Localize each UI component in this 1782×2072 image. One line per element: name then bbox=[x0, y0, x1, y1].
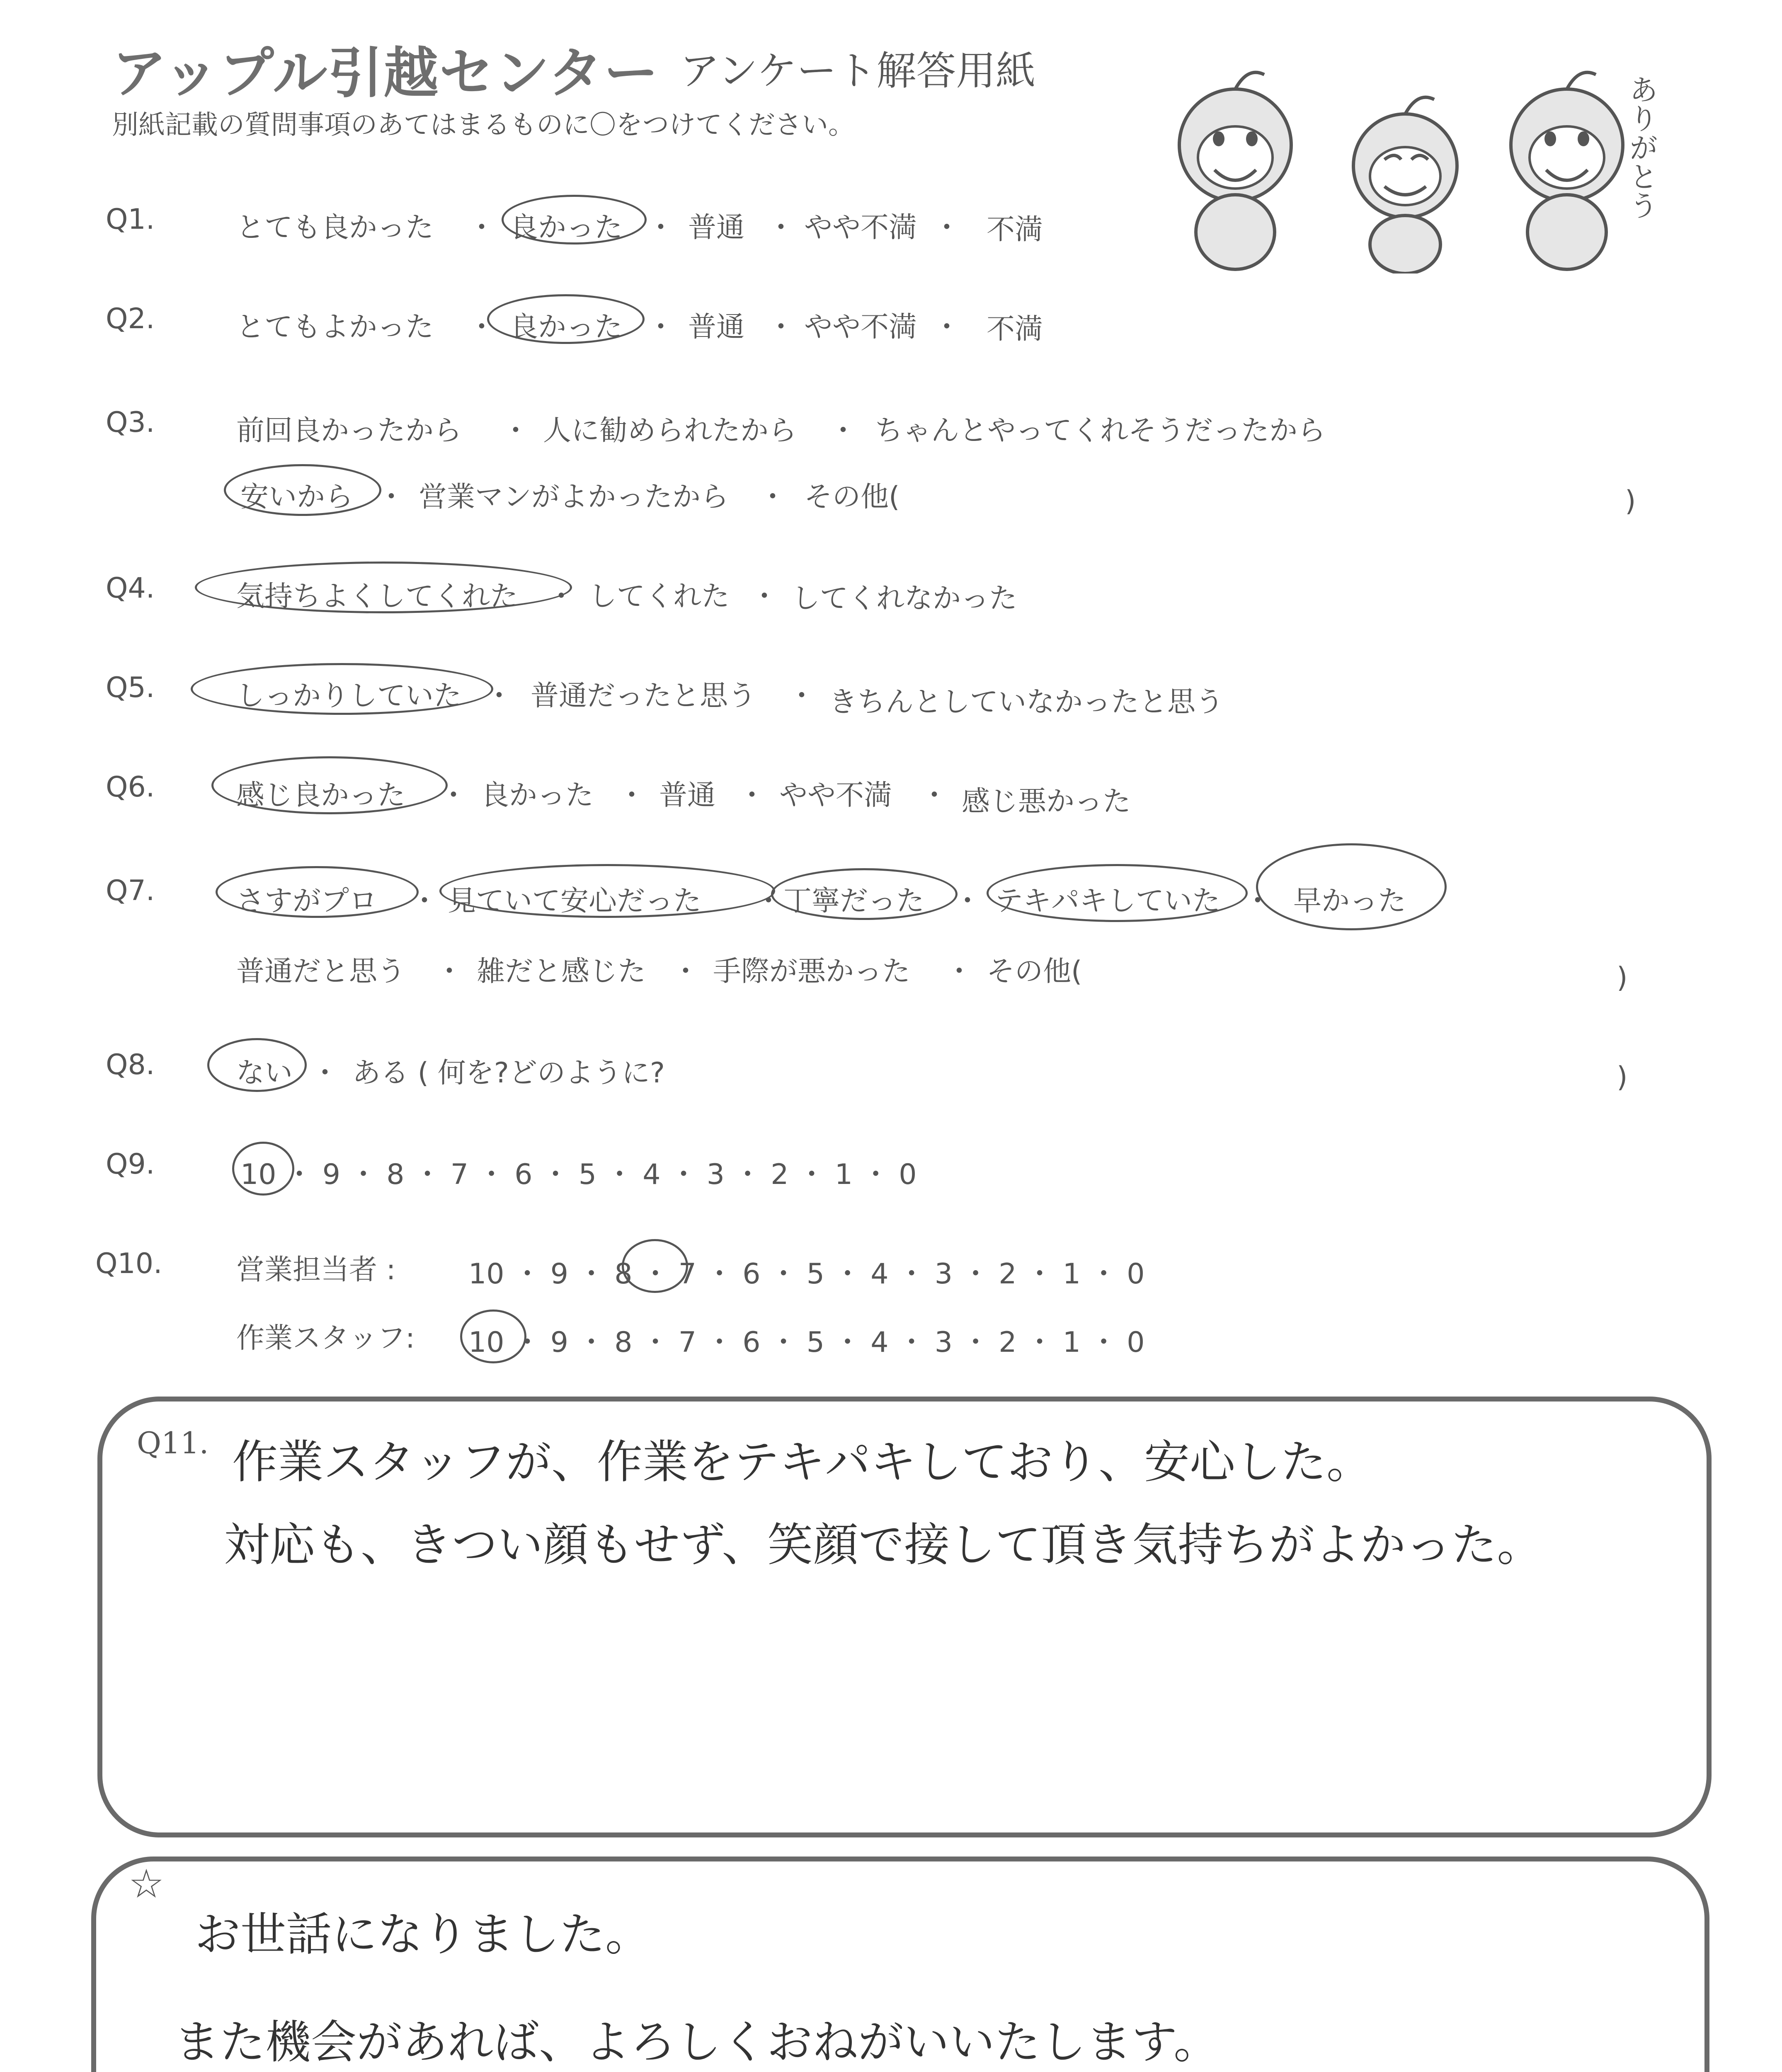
q7-option-6: 普通だと思う bbox=[236, 955, 406, 988]
q3-option-6: その他( bbox=[804, 481, 900, 513]
instruction-text: 別紙記載の質問事項のあてはまるものに〇をつけてください。 bbox=[112, 110, 855, 140]
q7-option-4: テキパキしていた bbox=[995, 885, 1221, 917]
q3-selection-circle bbox=[224, 464, 381, 516]
q4-option-3: してくれなかった bbox=[792, 582, 1018, 615]
q7-selection-circle-5 bbox=[1256, 843, 1447, 930]
q6-option-4: やや不満 bbox=[779, 779, 892, 812]
q5-selection-circle bbox=[191, 663, 493, 715]
q10-label: Q10. bbox=[95, 1247, 162, 1280]
q5-option-2: 普通だったと思う bbox=[531, 680, 756, 712]
form-title: アップル引越センター bbox=[112, 41, 659, 105]
mascot-illustration bbox=[1152, 50, 1700, 274]
q7-option-8: 手際が悪かった bbox=[713, 955, 911, 988]
q1-option-2: 良かった bbox=[510, 211, 623, 244]
q7-option-3: 丁寧だった bbox=[783, 885, 925, 917]
q6-option-3: 普通 bbox=[659, 779, 716, 812]
q2-option-1: とてもよかった bbox=[236, 311, 434, 344]
star-icon: ☆ bbox=[128, 1861, 165, 1907]
q8-selection-circle bbox=[207, 1038, 307, 1092]
q7-selection-circle-1 bbox=[216, 866, 419, 918]
q2-option-5: 不満 bbox=[987, 313, 1043, 346]
q7-option-1: さすがプロ bbox=[236, 885, 378, 917]
q3-option-3: ちゃんとやってくれそうだったから bbox=[875, 414, 1326, 447]
q8-option-1: ない bbox=[236, 1057, 293, 1089]
q2-option-3: 普通 bbox=[688, 311, 745, 344]
q2-option-2: 良かった bbox=[510, 311, 623, 344]
q1-option-3: 普通 bbox=[688, 211, 745, 244]
q3-option-1: 前回良かったから bbox=[236, 414, 462, 447]
q1-label: Q1. bbox=[106, 203, 155, 236]
q7-selection-circle-3 bbox=[771, 868, 958, 920]
q6-selection-circle bbox=[211, 756, 448, 814]
q4-option-2: してくれた bbox=[589, 580, 730, 613]
q7-option-5: 早かった bbox=[1293, 885, 1406, 917]
q6-option-5: 感じ悪かった bbox=[962, 785, 1131, 818]
q3-option-4: 安いから bbox=[240, 481, 354, 513]
q11-comment-line-2: 対応も、きつい顔もせず、笑顔で接して頂き気持ちがよかった。 bbox=[224, 1518, 1543, 1571]
q11-label: Q11. bbox=[137, 1426, 209, 1460]
q1-option-1: とても良かった bbox=[236, 211, 434, 244]
q10-sales-label: 営業担当者 : bbox=[236, 1254, 396, 1286]
q1-selection-circle bbox=[502, 195, 647, 244]
q5-label: Q5. bbox=[106, 671, 155, 704]
q7-option-7: 雑だと感じた bbox=[477, 955, 646, 988]
free-comment-line-1: お世話になりました。 bbox=[195, 1908, 651, 1961]
q4-label: Q4. bbox=[106, 572, 155, 605]
q3-option-5: 営業マンがよかったから bbox=[419, 481, 729, 513]
q4-option-1: 気持ちよくしてくれた bbox=[236, 580, 519, 613]
q10-staff-scale: 10 ・ 9 ・ 8 ・ 7 ・ 6 ・ 5 ・ 4 ・ 3 ・ 2 ・ 1 ・ 0 bbox=[468, 1326, 1145, 1359]
q8-label: Q8. bbox=[106, 1048, 155, 1081]
q4-selection-circle bbox=[195, 562, 572, 613]
q3-label: Q3. bbox=[106, 406, 155, 439]
q9-scale: 10 ・ 9 ・ 8 ・ 7 ・ 6 ・ 5 ・ 4 ・ 3 ・ 2 ・ 1 ・ 0 bbox=[240, 1158, 917, 1191]
q2-label: Q2. bbox=[106, 303, 155, 335]
q7-selection-circle-4 bbox=[987, 864, 1248, 922]
q6-option-1: 感じ良かった bbox=[236, 779, 406, 812]
q7-option-9: その他( bbox=[987, 955, 1082, 988]
q5-option-1: しっかりしていた bbox=[236, 680, 462, 712]
q10-staff-selection-circle bbox=[460, 1310, 526, 1363]
q9-label: Q9. bbox=[106, 1148, 155, 1181]
q6-label: Q6. bbox=[106, 771, 155, 804]
mascot-caption: ありがとう bbox=[1624, 75, 1658, 220]
q7-selection-circle-2 bbox=[439, 864, 775, 918]
q10-sales-selection-circle bbox=[622, 1239, 688, 1293]
q1-option-5: 不満 bbox=[987, 213, 1043, 246]
q2-selection-circle bbox=[487, 294, 645, 344]
q1-option-4: やや不満 bbox=[804, 211, 917, 244]
q5-option-3: きちんとしていなかったと思う bbox=[829, 686, 1224, 719]
q3-option-2: 人に勧められたから bbox=[543, 414, 797, 447]
q7-label: Q7. bbox=[106, 874, 155, 907]
q8-option-2: ある ( 何を?どのように? bbox=[352, 1057, 665, 1089]
form-subtitle: アンケート解答用紙 bbox=[680, 48, 1036, 94]
q7-option-2: 見ていて安心だった bbox=[448, 885, 702, 917]
q10-sales-scale: 10 ・ 9 ・ 8 ・ 7 ・ 6 ・ 5 ・ 4 ・ 3 ・ 2 ・ 1 ・ 0 bbox=[468, 1258, 1145, 1290]
q11-comment-line-1: 作業スタッフが、作業をテキパキしており、安心した。 bbox=[232, 1435, 1372, 1489]
q10-staff-label: 作業スタッフ: bbox=[236, 1322, 415, 1355]
q9-selection-circle bbox=[232, 1142, 294, 1196]
q6-option-2: 良かった bbox=[481, 779, 594, 812]
free-comment-line-2: また機会があれば、よろしくおねがいいたします。 bbox=[174, 2016, 1220, 2069]
q2-option-4: やや不満 bbox=[804, 311, 917, 344]
